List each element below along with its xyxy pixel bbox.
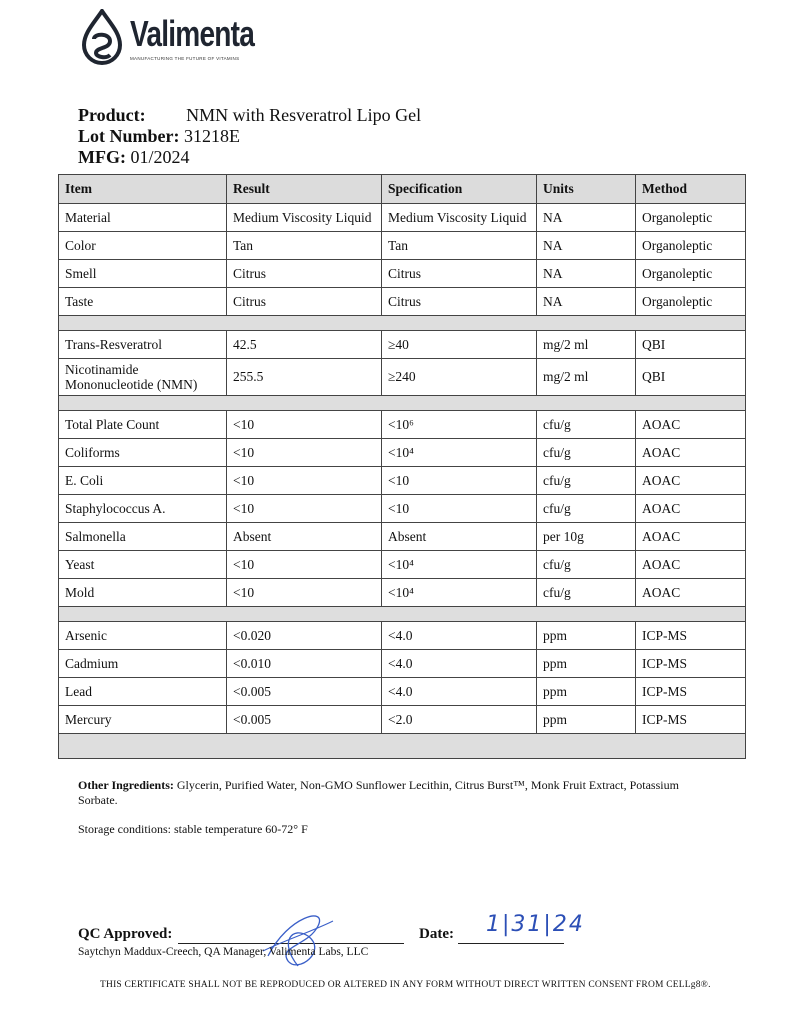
units-cell: cfu/g: [537, 551, 636, 579]
method-cell: Organoleptic: [636, 204, 746, 232]
method-cell: AOAC: [636, 579, 746, 607]
brand-name: Valimenta: [130, 13, 255, 54]
brand-logo: [80, 6, 255, 68]
result-cell: <10: [227, 579, 382, 607]
units-cell: ppm: [537, 622, 636, 650]
table-row: [59, 359, 746, 396]
spec-cell: <4.0: [382, 650, 537, 678]
table-row: [59, 650, 746, 678]
other-ingredients: [78, 778, 718, 808]
item-cell: Staphylococcus A.: [59, 495, 227, 523]
spec-cell: Tan: [382, 232, 537, 260]
table-row: [59, 579, 746, 607]
spec-cell: <10⁴: [382, 551, 537, 579]
spec-cell: <4.0: [382, 622, 537, 650]
item-cell: Salmonella: [59, 523, 227, 551]
result-cell: <0.005: [227, 706, 382, 734]
table-row: [59, 467, 746, 495]
item-cell: Lead: [59, 678, 227, 706]
method-cell: AOAC: [636, 467, 746, 495]
units-cell: mg/2 ml: [537, 331, 636, 359]
storage-conditions: Storage conditions: stable temperature 60-72° F: [78, 822, 308, 836]
method-cell: Organoleptic: [636, 260, 746, 288]
results-table: [58, 174, 746, 759]
result-cell: 255.5: [227, 359, 382, 396]
table-row: [59, 411, 746, 439]
table-row: [59, 523, 746, 551]
item-cell: Arsenic: [59, 622, 227, 650]
spec-cell: Citrus: [382, 260, 537, 288]
item-cell: Coliforms: [59, 439, 227, 467]
table-row: [59, 551, 746, 579]
result-cell: <10: [227, 411, 382, 439]
units-cell: per 10g: [537, 523, 636, 551]
result-cell: <10: [227, 551, 382, 579]
mfg-line: [78, 146, 190, 168]
units-cell: NA: [537, 288, 636, 316]
table-header-row: [59, 175, 746, 204]
section-divider: [59, 316, 746, 331]
spec-cell: <2.0: [382, 706, 537, 734]
result-cell: <10: [227, 495, 382, 523]
units-cell: cfu/g: [537, 439, 636, 467]
table-row: [59, 331, 746, 359]
method-cell: ICP-MS: [636, 706, 746, 734]
method-cell: AOAC: [636, 523, 746, 551]
spec-cell: <10⁶: [382, 411, 537, 439]
units-cell: cfu/g: [537, 495, 636, 523]
item-cell: Cadmium: [59, 650, 227, 678]
units-cell: mg/2 ml: [537, 359, 636, 396]
units-cell: cfu/g: [537, 579, 636, 607]
units-cell: ppm: [537, 706, 636, 734]
item-cell: E. Coli: [59, 467, 227, 495]
spec-cell: <10: [382, 495, 537, 523]
divider-cell: [59, 734, 746, 759]
qc-approved-label: QC Approved:: [78, 926, 173, 942]
units-cell: cfu/g: [537, 467, 636, 495]
product-label: Product:: [78, 105, 146, 125]
spec-cell: ≥40: [382, 331, 537, 359]
result-cell: <10: [227, 467, 382, 495]
table-row: [59, 232, 746, 260]
spec-cell: <4.0: [382, 678, 537, 706]
item-cell: Mold: [59, 579, 227, 607]
result-cell: <10: [227, 439, 382, 467]
divider-cell: [59, 316, 746, 331]
divider-cell: [59, 396, 746, 411]
spec-cell: Absent: [382, 523, 537, 551]
units-cell: NA: [537, 232, 636, 260]
column-header: Method: [636, 175, 746, 204]
item-cell: Material: [59, 204, 227, 232]
result-cell: Citrus: [227, 260, 382, 288]
result-cell: Medium Viscosity Liquid: [227, 204, 382, 232]
date-label: Date:: [419, 926, 454, 942]
units-cell: NA: [537, 204, 636, 232]
table-row: [59, 204, 746, 232]
date-value: 1|31|24: [486, 912, 585, 937]
method-cell: QBI: [636, 359, 746, 396]
method-cell: AOAC: [636, 439, 746, 467]
table-row: [59, 678, 746, 706]
method-cell: QBI: [636, 331, 746, 359]
spec-cell: Medium Viscosity Liquid: [382, 204, 537, 232]
section-divider: [59, 734, 746, 759]
divider-cell: [59, 607, 746, 622]
spec-cell: Citrus: [382, 288, 537, 316]
method-cell: ICP-MS: [636, 622, 746, 650]
column-header: Units: [537, 175, 636, 204]
item-cell: Mercury: [59, 706, 227, 734]
result-cell: Absent: [227, 523, 382, 551]
item-cell: Taste: [59, 288, 227, 316]
units-cell: ppm: [537, 650, 636, 678]
section-divider: [59, 396, 746, 411]
spec-cell: <10⁴: [382, 579, 537, 607]
method-cell: AOAC: [636, 411, 746, 439]
droplet-logo-icon: [80, 9, 124, 65]
signer-name: Saytchyn Maddux-Creech, QA Manager, Valimenta Labs, LLC: [78, 946, 369, 958]
units-cell: cfu/g: [537, 411, 636, 439]
method-cell: AOAC: [636, 495, 746, 523]
column-header: Item: [59, 175, 227, 204]
result-cell: Tan: [227, 232, 382, 260]
mfg-label: MFG:: [78, 147, 126, 167]
spec-cell: ≥240: [382, 359, 537, 396]
table-row: [59, 439, 746, 467]
mfg-value: 01/2024: [130, 147, 190, 167]
lot-value: 31218E: [184, 126, 240, 146]
other-ingredients-label: Other Ingredients:: [78, 778, 174, 792]
method-cell: Organoleptic: [636, 288, 746, 316]
item-cell: Nicotinamide Mononucleotide (NMN): [59, 359, 227, 396]
result-cell: <0.020: [227, 622, 382, 650]
item-cell: Yeast: [59, 551, 227, 579]
table-row: [59, 495, 746, 523]
section-divider: [59, 607, 746, 622]
signature-mark: [258, 906, 338, 976]
product-line: [78, 104, 421, 126]
units-cell: ppm: [537, 678, 636, 706]
item-cell: Smell: [59, 260, 227, 288]
lot-label: Lot Number:: [78, 126, 180, 146]
brand-tagline: MANUFACTURING THE FUTURE OF VITAMINS: [130, 56, 240, 61]
disclaimer: THIS CERTIFICATE SHALL NOT BE REPRODUCED OR ALTERED IN ANY FORM WITHOUT DIRECT WRITTEN CONSENT FROM CELLg8®.: [100, 980, 711, 990]
table-row: [59, 288, 746, 316]
result-cell: Citrus: [227, 288, 382, 316]
column-header: Specification: [382, 175, 537, 204]
item-cell: Total Plate Count: [59, 411, 227, 439]
date-line: [458, 943, 564, 944]
column-header: Result: [227, 175, 382, 204]
table-row: [59, 622, 746, 650]
item-cell: Trans-Resveratrol: [59, 331, 227, 359]
lot-line: [78, 125, 240, 147]
result-cell: <0.005: [227, 678, 382, 706]
spec-cell: <10⁴: [382, 439, 537, 467]
method-cell: AOAC: [636, 551, 746, 579]
result-cell: 42.5: [227, 331, 382, 359]
table-row: [59, 706, 746, 734]
method-cell: Organoleptic: [636, 232, 746, 260]
item-cell: Color: [59, 232, 227, 260]
other-ingredients-value: Glycerin, Purified Water, Non-GMO Sunflower Lecithin, Citrus Burst™, Monk Fruit Extract, Potassium Sorbate.: [78, 778, 679, 807]
method-cell: ICP-MS: [636, 678, 746, 706]
table-row: [59, 260, 746, 288]
result-cell: <0.010: [227, 650, 382, 678]
units-cell: NA: [537, 260, 636, 288]
spec-cell: <10: [382, 467, 537, 495]
product-value: NMN with Resveratrol Lipo Gel: [186, 105, 422, 125]
method-cell: ICP-MS: [636, 650, 746, 678]
